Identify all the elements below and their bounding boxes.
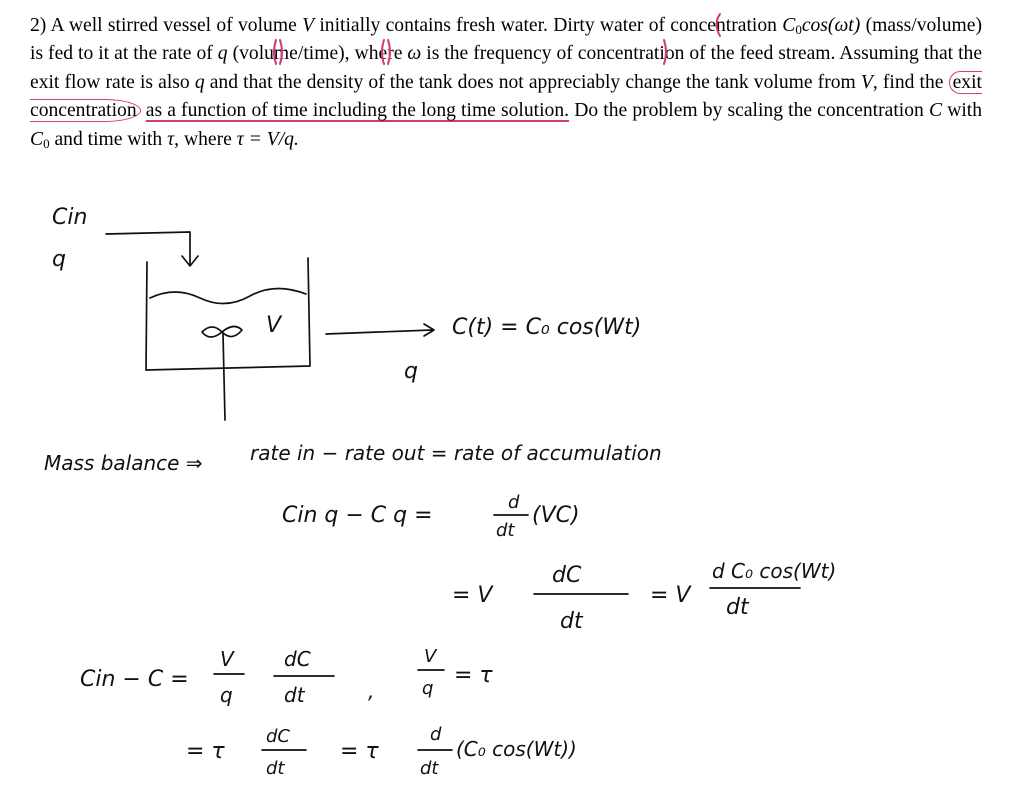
subscript: 0 — [43, 135, 50, 151]
text-segment: and that the density of the tank does not appreciably change the tank volume from — [209, 71, 856, 93]
eq4-equals-2: = τ — [340, 739, 379, 764]
tau-definition: τ = V/q. — [236, 128, 299, 150]
var-V: V — [860, 71, 873, 93]
problem-statement: 2) A well stirred vessel of volume V initially contains fresh water. Dirty water of concentration $C_0\cos(\omega t)$ (mass/volume) is fed to it at the rate of q (volume/time), where ω is the frequency of concentration of the feed stream. Assuming that the exit flow rate is also q and that the density of the tank does not appreciably change the tank volume from V, find the exit concentration as a function of time including the long time solution. Do the problem by scaling the concentration C with $C_0$ and time with τ, where τ = V/q. — [30, 15, 983, 151]
eq4-d: d — [430, 724, 442, 745]
stirrer-shaft — [223, 334, 225, 420]
inlet-concentration-label: Cin — [52, 205, 88, 230]
eq4-dt2: dt — [420, 758, 439, 779]
eq2-equals: = V — [452, 583, 493, 608]
text-segment: find the — [882, 71, 944, 93]
text-segment: and time with — [54, 128, 163, 150]
eq4-equals: = τ — [186, 739, 225, 764]
var-q: q — [217, 43, 228, 65]
eq3-comma: , — [368, 679, 375, 703]
eq3-lhs: Cin − C = — [80, 667, 189, 692]
tank-outline — [146, 258, 310, 370]
text-segment: , where — [174, 128, 232, 150]
text-segment: initially contains fresh water. — [319, 15, 548, 36]
tank-diagram — [52, 205, 641, 420]
inlet-flow-label: q — [52, 247, 66, 272]
eq3-q2: q — [422, 678, 434, 699]
eq2-equals-2: = V — [650, 583, 691, 608]
var-C0: C — [782, 15, 796, 36]
eq3-q: q — [220, 683, 233, 707]
text-segment: Do the problem by scaling the concentration — [574, 100, 924, 122]
var-tau: τ — [167, 128, 175, 150]
eq3-V: V — [220, 647, 234, 671]
var-C: C — [928, 100, 943, 122]
eq1-rhs: (VC) — [532, 503, 580, 528]
eq4-dt: dt — [266, 758, 285, 779]
problem-number: 2) — [30, 15, 47, 36]
eq2-numerator: dC — [552, 563, 582, 588]
eq2-numerator-2: d C₀ cos(Wt) — [712, 559, 837, 583]
eq2-denominator-2: dt — [726, 595, 749, 620]
subscript: 0 — [795, 22, 802, 37]
stirrer-icon — [202, 326, 242, 337]
text-segment: at the rate of — [114, 43, 213, 65]
tank-volume-label: V — [266, 313, 282, 338]
text-segment: with — [947, 100, 983, 122]
water-surface — [150, 288, 306, 303]
underlined-annotation: as a function of time including the long time solution. — [145, 100, 570, 122]
var-C0: C — [30, 128, 44, 150]
inlet-pipe — [106, 232, 190, 264]
outlet-flow-label: q — [404, 359, 418, 384]
text-segment: (volume/time), — [232, 43, 350, 65]
circled-annotation: exit concentration — [30, 71, 982, 122]
var-q: q — [194, 71, 205, 93]
outlet-pipe — [326, 330, 432, 334]
eq1-d: d — [508, 492, 520, 513]
var-V: V — [302, 15, 315, 36]
eq4-dC: dC — [266, 726, 290, 747]
eq2-denominator: dt — [560, 609, 583, 634]
eq1-dt: dt — [496, 520, 515, 541]
text-segment: Dirty water of concentration — [553, 15, 777, 36]
text-segment: is fed to it — [30, 43, 110, 65]
text-segment: A well stirred vessel of volume — [50, 15, 297, 36]
eq1-lhs: Cin q − C q = — [282, 503, 433, 528]
cos-expression: cos(ωt) — [801, 15, 861, 36]
eq3-dC: dC — [284, 647, 311, 671]
mass-balance-statement: rate in − rate out = rate of accumulation — [250, 441, 662, 465]
text-segment: (mass/volume) — [865, 15, 983, 36]
mass-balance-label: Mass balance ⇒ — [44, 451, 203, 475]
var-omega: ω — [407, 43, 422, 65]
eq3-dt: dt — [284, 683, 305, 707]
outlet-concentration-expression: C(t) = C₀ cos(Wt) — [452, 315, 642, 340]
text-segment: is the frequency of concentration of the feed stream. Assuming that the exit flow rate is also — [30, 43, 983, 93]
eq3-V2: V — [424, 646, 437, 667]
text-segment: where — [354, 43, 403, 65]
eq3-tau: = τ — [454, 663, 493, 688]
eq4-rhs: (C₀ cos(Wt)) — [456, 737, 577, 761]
